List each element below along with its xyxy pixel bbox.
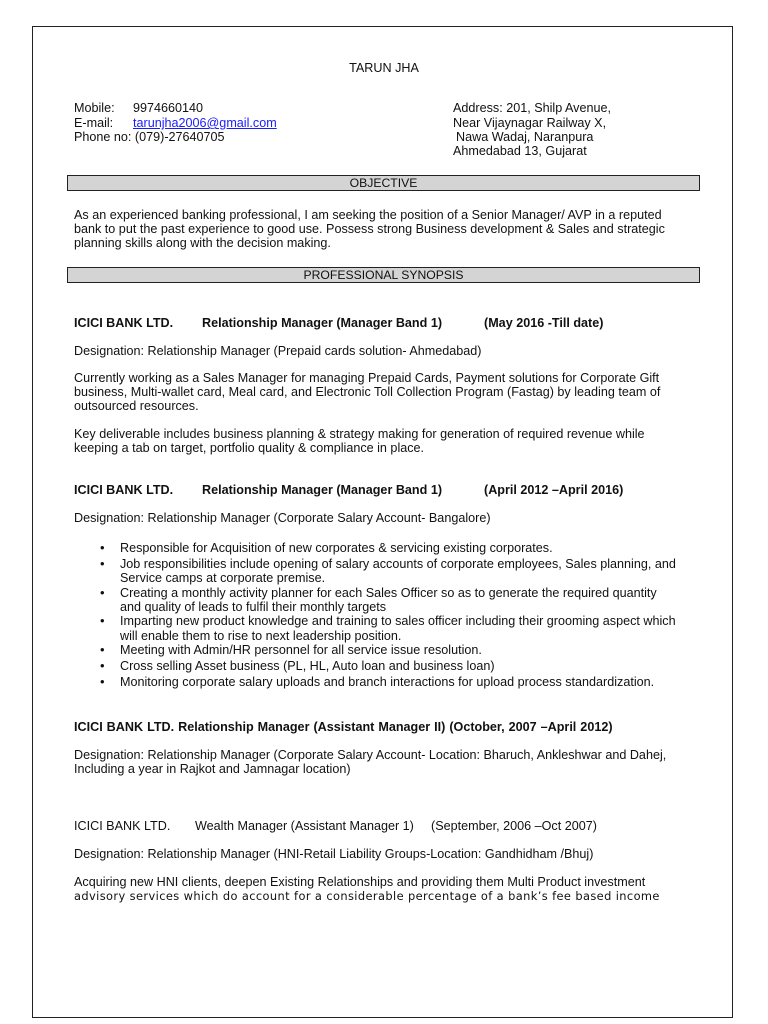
objective-line: As an experienced banking professional, I am seeking the position of a Senior Manager/ AVP in a reputed [74,208,662,222]
bullet-text: • Monitoring corporate salary uploads and branch interactions for upload process standardization. [120,674,655,689]
bullet-text: Service camps at corporate premise. [120,571,326,586]
job1-deliv-line: keeping a tab on target, portfolio quality & compliance in place. [74,441,425,456]
bullet-text: • Meeting with Admin/HR personnel for all service issue resolution. [120,643,482,658]
job4-role: Wealth Manager (Assistant Manager 1) [195,819,414,833]
job1-deliv-line: Key deliverable includes business planning & strategy making for generation of required revenue while [74,427,645,441]
synopsis-heading: PROFESSIONAL SYNOPSIS [67,267,700,283]
job1-desc-line: Currently working as a Sales Manager for managing Prepaid Cards, Payment solutions for Corporate Gift [74,371,660,385]
job4-desc-line: advisory services which do account for a considerable percentage of a bank’s fee based income [74,889,660,904]
job1-desc-line: outsourced resources. [74,399,199,414]
email-link[interactable]: tarunjha2006@gmail.com [133,116,277,130]
list-item [100,614,700,643]
list-item [100,557,700,586]
list-item [100,643,700,659]
job3-desig-line: Including a year in Rajkot and Jamnagar location) [74,762,351,777]
job1-designation: Designation: Relationship Manager (Prepaid cards solution- Ahmedabad) [74,344,482,358]
objective-line: bank to put the past experience to good use. Possess strong Business development & Sales and strategic [74,222,665,237]
candidate-name: TARUN JHA [349,61,419,75]
job2-company: ICICI BANK LTD. [74,483,174,497]
job1-desc-line: business, Multi-wallet card, Meal card, and Electronic Toll Collection Program (Fastag) by leading team of [74,385,661,400]
list-item [100,659,700,675]
job1-period: (May 2016 -Till date) [484,316,604,330]
job1-deliverables [74,427,694,455]
phone-line: Phone no: (079)-27640705 [74,130,225,144]
objective-line: planning skills along with the decision making. [74,236,331,251]
address-line-3: Nawa Wadaj, Naranpura [456,130,594,144]
list-item [100,586,700,615]
address-line-2: Near Vijaynagar Railway X, [453,116,607,130]
job4-description [74,875,694,903]
bullet-text: and quality of leads to fulfil their monthly targets [120,599,387,614]
list-item [100,541,700,557]
job2-designation: Designation: Relationship Manager (Corporate Salary Account- Bangalore) [74,511,491,525]
objective-heading: OBJECTIVE [67,175,700,191]
objective-text [74,208,694,251]
job1-company: ICICI BANK LTD. [74,316,174,330]
bullet-text: will enable them to rise to next leadership position. [120,628,402,643]
job4-designation: Designation: Relationship Manager (HNI-Retail Liability Groups-Location: Gandhidham /Bhuj) [74,847,594,861]
job4-desc-line: Acquiring new HNI clients, deepen Existing Relationships and providing them Multi Product investment [74,875,646,889]
bullet-text: • Responsible for Acquisition of new corporates & servicing existing corporates. [120,541,553,555]
job2-period: (April 2012 –April 2016) [484,483,624,497]
address-line-4: Ahmedabad 13, Gujarat [453,144,587,158]
bullet-text: • Job responsibilities include opening of salary accounts of corporate employees, Sales planning, and [120,556,676,571]
job3-desig-line: Designation: Relationship Manager (Corporate Salary Account- Location: Bharuch, Ankleshwar and Dahej, [74,748,667,762]
email-label: E-mail: [74,116,114,130]
job1-description [74,371,694,414]
job2-responsibility-list [100,541,700,690]
job3-heading: ICICI BANK LTD. Relationship Manager (Assistant Manager II) (October, 2007 –April 2012) [74,720,613,734]
job2-role: Relationship Manager (Manager Band 1) [202,483,443,497]
mobile-label: Mobile: [74,101,115,115]
bullet-text: • Imparting new product knowledge and training to sales officer including their grooming aspect which [120,614,676,629]
address-line-1: Address: 201, Shilp Avenue, [453,101,611,115]
list-item [100,675,700,691]
bullet-text: • Creating a monthly activity planner for each Sales Officer so as to generate the required quantity [120,585,657,600]
job3-designation [74,748,694,776]
mobile-value: 9974660140 [133,101,204,115]
job1-role: Relationship Manager (Manager Band 1) [202,316,443,330]
job4-period: (September, 2006 –Oct 2007) [431,819,597,833]
bullet-text: • Cross selling Asset business (PL, HL, Auto loan and business loan) [120,658,495,673]
job4-company: ICICI BANK LTD. [74,819,171,833]
